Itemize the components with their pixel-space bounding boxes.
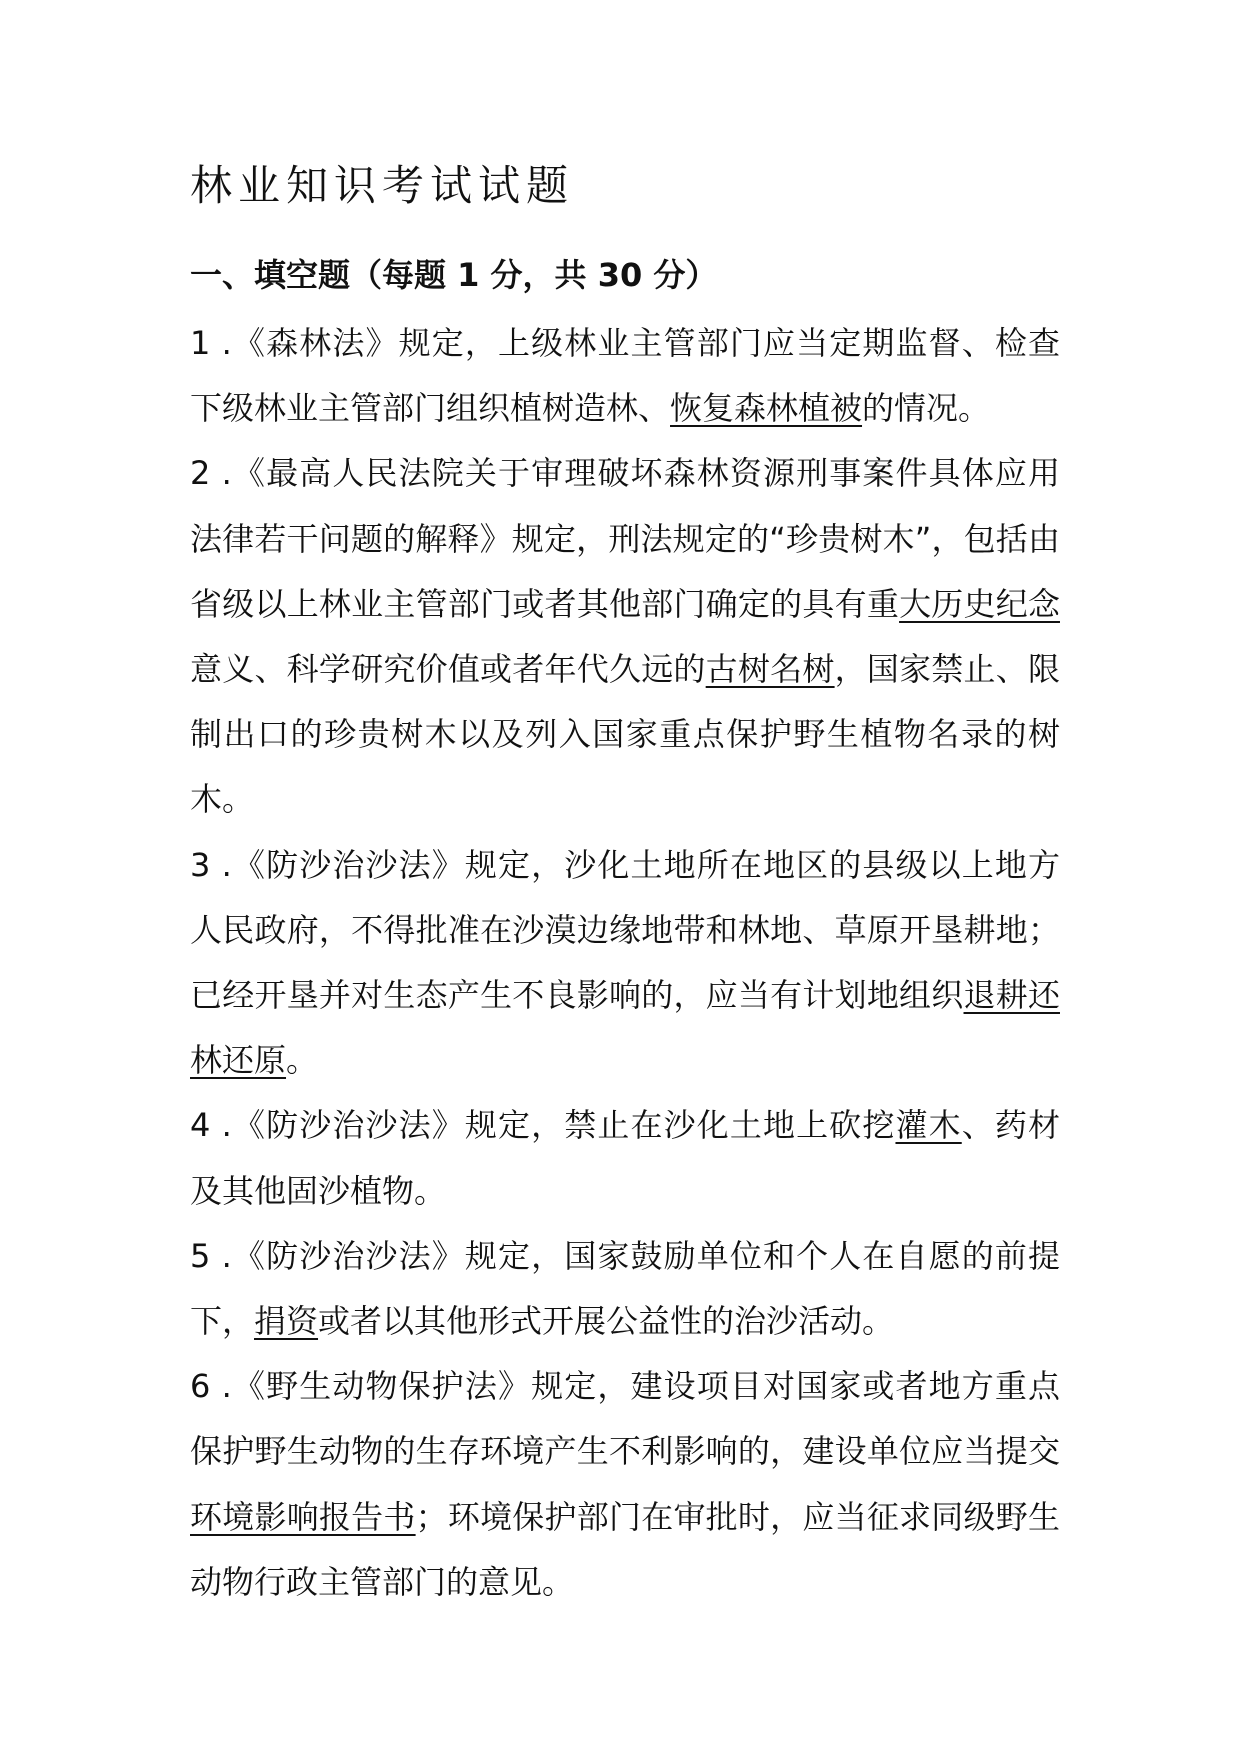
question-item [190,1354,1060,1615]
question-text: 1 .《森林法》规定，上级林业主管部门应当定期监督、检查下级林业主管部门组织植树造林、 [190,324,1060,428]
question-text: 6 .《野生动物保护法》规定，建设项目对国家或者地方重点保护野生动物的生存环境产生不利影响的，建设单位应当提交 [190,1367,1060,1471]
question-text: 意义、科学研究价值或者年代久远的 [190,650,706,689]
answer-blank: 环境影响报告书 [190,1497,416,1536]
answer-blank: 捐资 [254,1302,319,1341]
document-title: 林业知识考试试题 [190,161,575,210]
question-text: 2 .《最高人民法院关于审理破坏森林资源刑事案件具体应用法律若干问题的解释》规定，刑法规定的“珍贵树木”，包括由省级以上林业主管部门或者其他部门确定的具有重 [190,454,1060,623]
question-item [190,441,1060,832]
answer-blank: 古树名树 [705,650,835,689]
question-text: 、药材及其他固沙植物。 [190,1106,1060,1210]
question-text: ；环境保护部门在审批时，应当征求同级野生动物行政主管部门的意见。 [190,1497,1060,1601]
question-list [190,311,1060,1615]
question-text: 4 .《防沙治沙法》规定，禁止在沙化土地上砍挖 [190,1106,896,1145]
question-text: 的情况。 [862,389,991,428]
answer-blank: 大历史纪念 [899,584,1060,623]
question-item [190,833,1060,1094]
question-item [190,1224,1060,1354]
question-item [190,1093,1060,1223]
question-text: 或者以其他形式开展公益性的治沙活动。 [318,1302,895,1341]
question-text: ，国家禁止、限制出口的珍贵树木以及列入国家重点保护野生植物名录的树木。 [190,650,1060,819]
question-text: 3 .《防沙治沙法》规定，沙化土地所在地区的县级以上地方人民政府，不得批准在沙漠边缘地带和林地、草原开垦耕地；已经开垦并对生态产生不良影响的，应当有计划地组织 [190,845,1060,1015]
question-text: 5 .《防沙治沙法》规定，国家鼓励单位和个人在自愿的前提下， [190,1236,1060,1341]
section-heading: 一、填空题（每题 1 分，共 30 分） [190,256,718,294]
answer-blank: 恢复森林植被 [670,389,863,428]
answer-blank: 灌木 [895,1106,962,1145]
question-text: 。 [286,1041,319,1080]
question-item [190,311,1060,441]
answer-blank: 退耕还林还原 [190,976,1060,1080]
